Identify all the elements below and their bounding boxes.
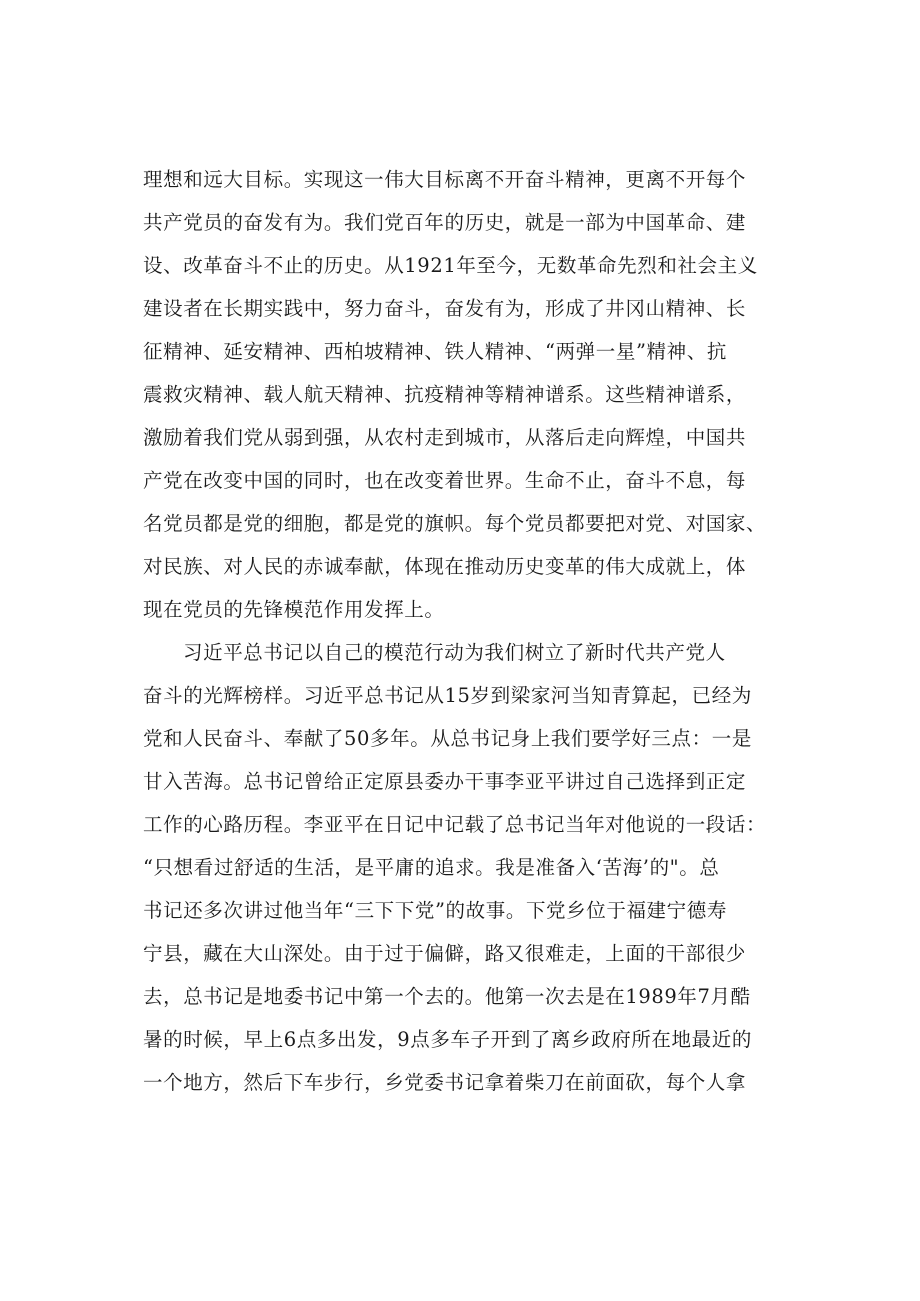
text-line: 书记还多次讲过他当年“三下下党”的故事。下党乡位于福建宁德寿: [143, 899, 727, 922]
text-line: 宁县，藏在大山深处。由于过于偏僻，路又很难走，上面的干部很少: [143, 942, 747, 965]
text-line: 理想和远大目标。实现这一伟大目标离不开奋斗精神，更离不开每个: [143, 168, 747, 191]
text-line: 去，总书记是地委书记中第一个去的。他第一次去是在1989年7月酷: [143, 985, 751, 1008]
text-line: 激励着我们党从弱到强，从农村走到城市，从落后走向辉煌，中国共: [143, 426, 747, 449]
text-line: 震救灾精神、载人航天精神、抗疫精神等精神谱系。这些精神谱系，: [143, 383, 747, 406]
text-line: 对民族、对人民的赤诚奉献，体现在推动历史变革的伟大成就上，体: [143, 555, 747, 578]
paragraph-2: [143, 631, 803, 1104]
text-line: 共产党员的奋发有为。我们党百年的历史，就是一部为中国革命、建: [143, 211, 747, 234]
text-line: 名党员都是党的细胞，都是党的旗帜。每个党员都要把对党、对国家、: [143, 512, 767, 535]
paragraph-1: [143, 158, 803, 631]
text-line: 工作的心路历程。李亚平在日记中记载了总书记当年对他说的一段话：: [143, 813, 767, 836]
text-line: 现在党员的先锋模范作用发挥上。: [143, 598, 445, 621]
text-line: 暑的时候，早上6点多出发，9点多车子开到了离乡政府所在地最近的: [143, 1028, 752, 1051]
document-body: [143, 158, 803, 1104]
text-line: 设、改革奋斗不止的历史。从1921年至今，无数革命先烈和社会主义: [143, 254, 758, 277]
text-line-indented: 习近平总书记以自己的模范行动为我们树立了新时代共产党人: [183, 641, 726, 664]
text-line: 一个地方，然后下车步行，乡党委书记拿着柴刀在前面砍，每个人拿: [143, 1071, 747, 1094]
text-line: 奋斗的光辉榜样。习近平总书记从15岁到梁家河当知青算起，已经为: [143, 684, 752, 707]
text-line: 建设者在长期实践中，努力奋斗，奋发有为，形成了井冈山精神、长: [143, 297, 747, 320]
text-line: 征精神、延安精神、西柏坡精神、铁人精神、“两弹一星”精神、抗: [143, 340, 727, 363]
text-line: 产党在改变中国的同时，也在改变着世界。生命不止，奋斗不息，每: [143, 469, 747, 492]
text-line: “只想看过舒适的生活，是平庸的追求。我是准备入‘苦海’的"。总: [143, 856, 720, 879]
text-line: 党和人民奋斗、奉献了50多年。从总书记身上我们要学好三点：一是: [143, 727, 752, 750]
text-line: 甘入苦海。总书记曾给正定原县委办干事李亚平讲过自己选择到正定: [143, 770, 747, 793]
